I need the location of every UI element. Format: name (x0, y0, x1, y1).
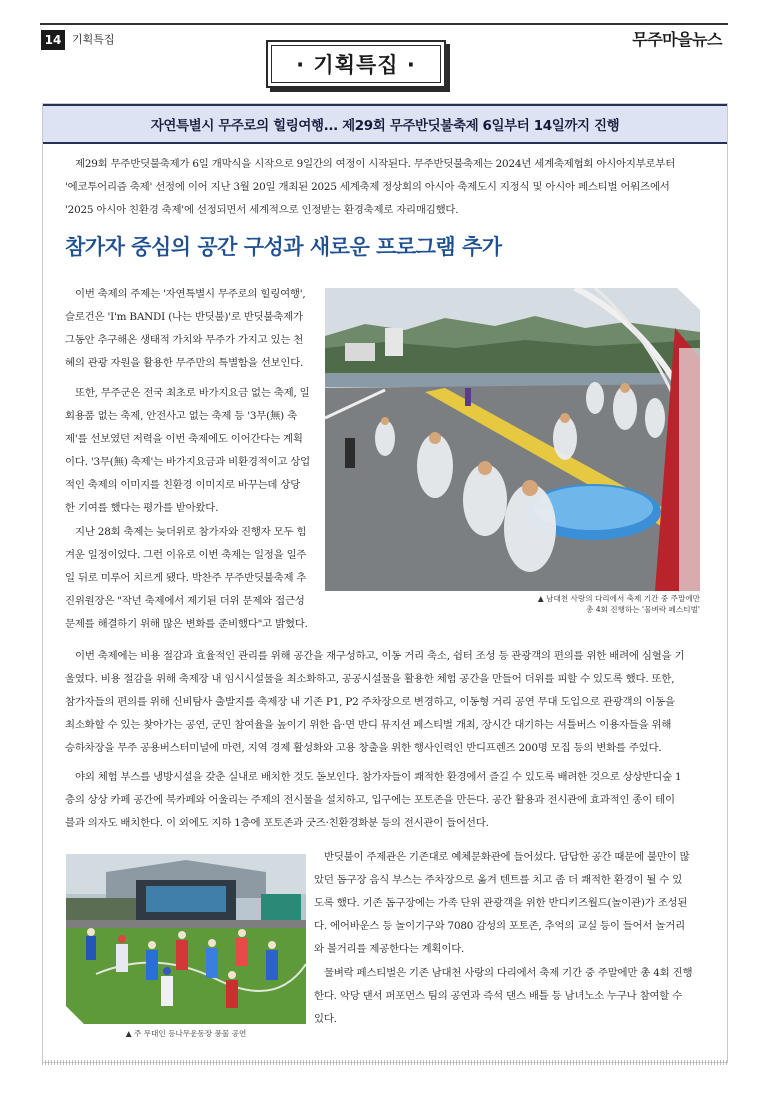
text-line: 층의 상상 카페 공간에 북카페와 어울리는 주제의 전시물을 설치하고, 입구에는 포토존을 만든다. 공간 활용과 전시관에 효과적인 종이 테이 (65, 794, 675, 806)
text-line: 지난 28회 축제는 늦더위로 참가자와 진행자 모두 힘 (75, 526, 307, 538)
text-line: 야외 체험 부스를 냉방시설을 갖춘 실내로 배치한 것도 돋보인다. 참가자들이 쾌적한 환경에서 즐길 수 있도록 배려한 것으로 상상반디숲 1 (75, 771, 682, 783)
subheading: 참가자 중심의 공간 구성과 새로운 프로그램 추가 (65, 235, 502, 259)
intro-line: '2025 아시아 친환경 축제'에 선정되면서 세계적으로 인정받는 환경축제로 자리매김했다. (65, 204, 459, 216)
article-headline: 자연특별시 무주로의 힐링여행... 제29회 무주반딧불축제 6일부터 14일까지 진행 (150, 118, 620, 134)
photo2-caption: ▲ 주 무대인 등나무운동장 풍물 공연 (125, 1029, 247, 1038)
photo1-caption (480, 593, 700, 615)
text-line: 그동안 추구해온 생태적 가치와 무주가 가지고 있는 천 (65, 334, 304, 346)
text-line: 또한, 무주군은 전국 최초로 바가지요금 없는 축제, 일 (75, 387, 310, 399)
text-line: 회용품 없는 축제, 안전사고 없는 축제 등 '3무(無) 축 (65, 410, 297, 422)
header-rule (40, 23, 728, 25)
headline-bar (43, 104, 727, 144)
text-line: 제'를 선보였던 저력을 이번 축제에도 이어간다는 계획 (65, 433, 303, 445)
page-number: 14 (41, 30, 65, 50)
text-line: 참가자들의 편의를 위해 신비탐사 출발지를 축제장 내 기존 P1, P2 주차장으로 변경하고, 이동형 거리 공연 무대 도입으로 관광객의 이동을 (65, 696, 675, 708)
text-line: 일 뒤로 미루어 치르게 됐다. 박찬주 무주반딧불축제 추 (65, 572, 307, 584)
left-column-para-1 (65, 283, 317, 375)
paper-logo: 무주마을뉴스 (632, 30, 722, 49)
text-line: 울였다. 비용 절감을 위해 축제장 내 임시시설물을 최소화하고, 공공시설물을 활용한 체험 공간을 만들어 더위를 피할 수 있도록 했다. 또한, (65, 673, 675, 685)
text-line: 블과 의자도 배치한다. 이 외에도 지하 1층에 포토존과 굿즈·친환경화분 등의 전시관이 들어선다. (65, 817, 489, 829)
text-line: 승하차장을 무주 공용버스터미널에 마련, 지역 경제 활성화와 고용 창출을 위한 행사인력인 반디프렌즈 200명 모집 등의 변화를 주었다. (65, 742, 662, 754)
section-name: 기획특집 (72, 33, 115, 46)
water-festival-illustration (325, 288, 700, 591)
text-line: 슬로건은 'I'm BANDI (나는 반딧불)'로 반딧불축제가 (65, 311, 303, 323)
text-line: 도록 했다. 기존 돔구장에는 가족 단위 관광객을 위한 반디키즈월드(놀이관)가 조성된 (314, 897, 688, 909)
text-line: 최소화할 수 있는 찾아가는 공연, 군민 참여율을 높이기 위한 읍·면 반디 뮤지션 페스티벌 개최, 장시간 대기하는 셔틀버스 이용자들을 위해 (65, 719, 672, 731)
text-line: 이번 축제에는 비용 절감과 효율적인 관리를 위해 공간을 재구성하고, 이동 거리 축소, 쉼터 조성 등 관광객의 편의를 위한 배려에 심혈을 기 (75, 650, 685, 662)
text-line: 다. 에어바운스 등 놀이기구와 7080 감성의 포토존, 추억의 교실 등이 들어서 놀거리 (314, 920, 685, 932)
text-line: 적인 축제의 이미지를 친환경 이미지로 바꾸는데 상당 (65, 479, 301, 491)
text-line: 이다. '3무(無) 축제'는 바가지요금과 비환경적이고 상업 (65, 456, 310, 468)
text-line: 한다. 악당 댄서 퍼포먼스 팀의 공연과 즉석 댄스 배틀 등 남녀노소 누구나 참여할 수 (314, 990, 683, 1002)
text-line: 혜의 관광 자원을 활용한 무주만의 특별함을 선보인다. (65, 357, 304, 369)
intro-line: 제29회 무주반딧불축제가 6일 개막식을 시작으로 9일간의 여정이 시작된다. 무주반딧불축제는 2024년 세계축제협회 아시아지부로부터 (75, 158, 676, 170)
section-title-box (266, 40, 446, 88)
full-width-para-2 (65, 766, 705, 835)
text-line: 겨운 일정이었다. 그런 이유로 이번 축제는 일정을 일주 (65, 549, 307, 561)
section-title: · 기획특집 · (296, 53, 416, 77)
frame-bottom-border (42, 1060, 728, 1065)
intro-line: '에코투어리즘 축제' 선정에 이어 지난 3월 20일 개최된 2025 세계축제 정상회의 아시아 축제도시 지정식 및 아시아 페스티벌 어워즈에서 (65, 181, 670, 193)
caption-line: ▲ 남대천 사랑의 다리에서 축제 기간 중 주말에만 (537, 594, 700, 603)
left-column-para-2 (65, 382, 317, 520)
pungmul-performance-photo (66, 854, 306, 1024)
pungmul-illustration (66, 854, 306, 1024)
right-column-para-2 (314, 962, 706, 1031)
text-line: 와 볼거리를 제공한다는 계획이다. (314, 943, 465, 955)
text-line: 있다. (314, 1013, 337, 1025)
full-width-para-1 (65, 645, 705, 760)
text-line: 반딧불이 주제관은 기존대로 예체문화관에 들어섰다. 답답한 공간 때문에 불만이 많 (324, 851, 690, 863)
water-festival-photo (325, 288, 700, 591)
text-line: 문제를 해결하기 위해 많은 변화를 준비했다"고 밝혔다. (65, 618, 308, 630)
intro-paragraph (65, 153, 705, 222)
text-line: 았던 돔구장 음식 부스는 주차장으로 옮겨 텐트를 치고 좀 더 쾌적한 환경이 될 수 있 (314, 874, 683, 886)
text-line: 이번 축제의 주제는 '자연특별시 무주로의 힐링여행', (75, 288, 306, 300)
right-column-para-1 (314, 846, 706, 961)
caption-line: 총 4회 진행하는 '물벼락 페스티벌' (585, 605, 700, 614)
text-line: 물벼락 페스티벌은 기존 남대천 사랑의 다리에서 축제 기간 중 주말에만 총 4회 진행 (324, 967, 693, 979)
text-line: 진위원장은 "작년 축제에서 제기된 더위 문제와 접근성 (65, 595, 305, 607)
text-line: 한 기여를 했다는 평가를 받아왔다. (65, 502, 219, 514)
left-column-para-3 (65, 521, 317, 636)
